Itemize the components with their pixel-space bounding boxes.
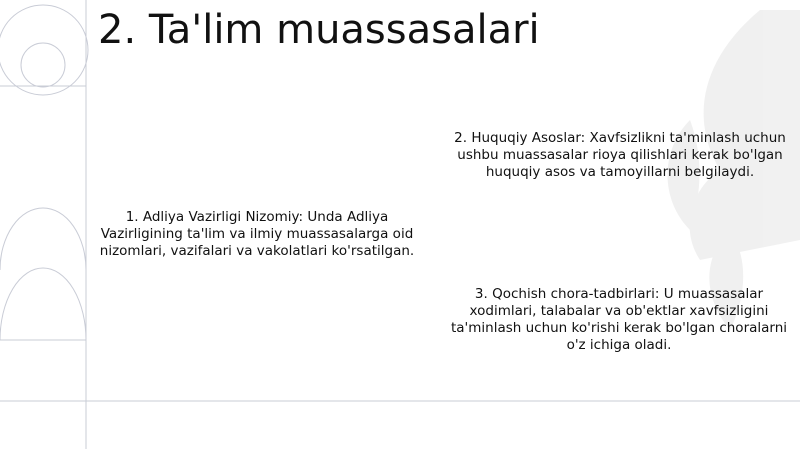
slide-title: 2. Ta'lim muassasalari [98,7,540,53]
paragraph-qochish-choralari: 3. Qochish chora-tadbirlari: U muassasalar xodimlari, talabalar va ob'ektlar xavfsizligini ta'minlash uchun ko'rishi kerak bo'lgan choralarni o'z ichiga oladi. [450,286,788,353]
inner-circle [21,43,65,87]
paragraph-adliya-nizomiy: 1. Adliya Vazirligi Nizomiy: Unda Adliya Vazirligining ta'lim va ilmiy muassasalarga oid nizomlari, vazifalari va vakolatlari ko'rsatilgan. [99,209,415,259]
arch-lower [0,268,86,340]
outer-circle [0,5,88,95]
arch-upper [0,208,86,270]
paragraph-huquqiy-asoslar: 2. Huquqiy Asoslar: Xavfsizlikni ta'minlash uchun ushbu muassasalar rioya qilishlari kerak bo'lgan huquqiy asos va tamoyillarni belgilaydi. [454,130,786,180]
